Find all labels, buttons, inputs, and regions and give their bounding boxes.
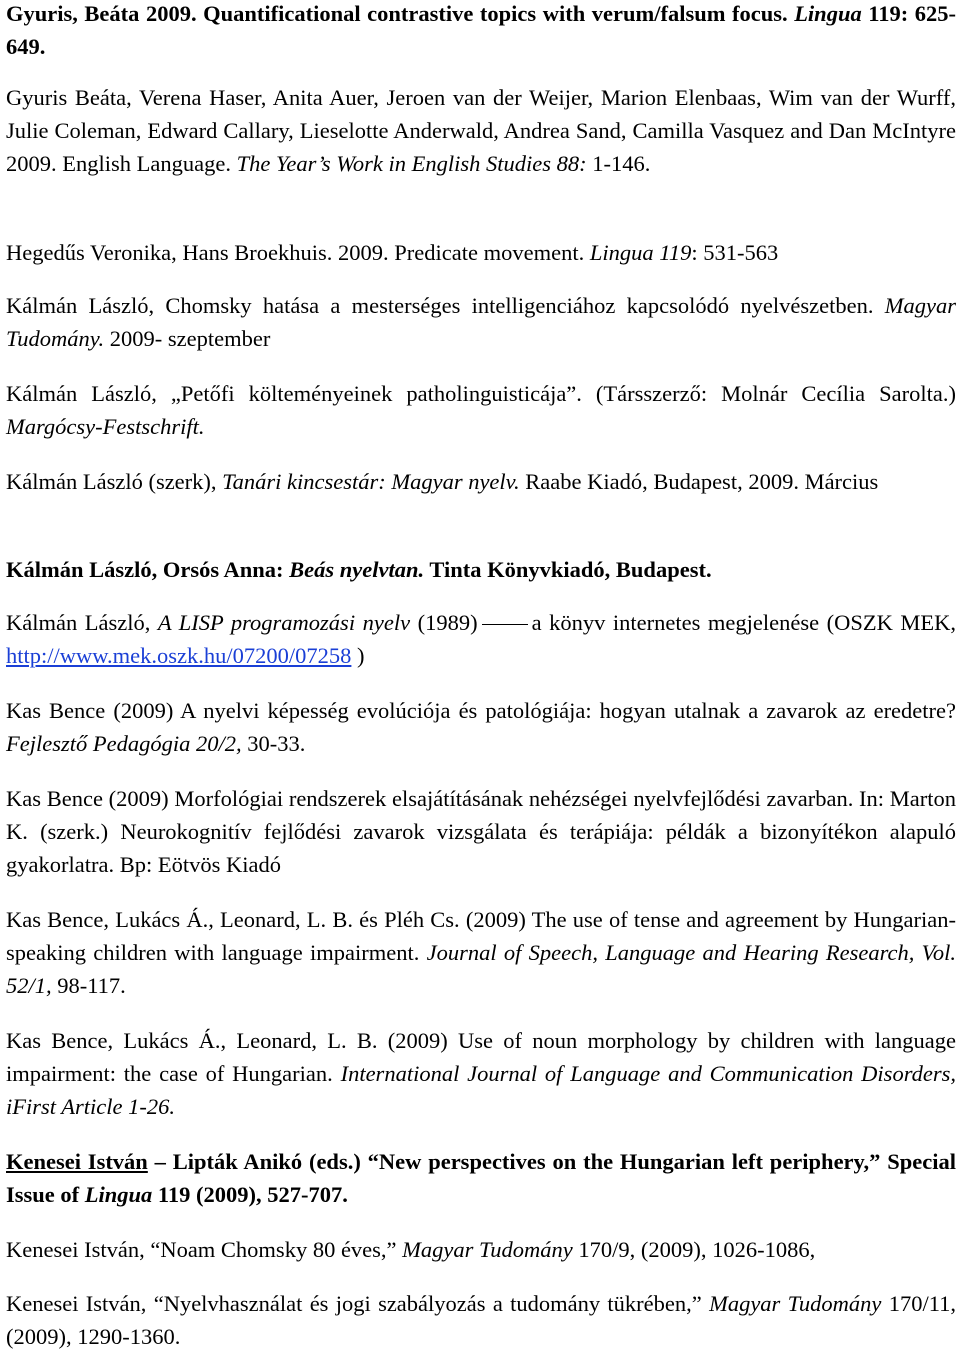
ref-pages: 170/9, (2009), 1026-1086, [578,1237,816,1262]
ref-journal: Lingua 119 [589,240,692,265]
reference-hegedus-2009 [6,236,956,269]
ref-text: Kas Bence (2009) A nyelvi képesség evolúciója és patológiája: hogyan utalnak a zavarok az eredetre? [6,698,956,723]
ref-journal: Journal of Speech, Language and Hearing Research, Vol. 52/1, [6,940,957,998]
reference-kas-lukacs-leonard [6,1024,956,1123]
reference-kas-2009b [6,782,956,881]
ref-close: ) [357,643,365,668]
reference-kalman-orsos [6,553,956,586]
ref-authors: Kálmán László, [6,610,151,635]
reference-kenesei-nyelvhasznalat [6,1287,956,1353]
reference-kenesei-chomsky80 [6,1233,956,1266]
ref-text: Kálmán László, „Petőfi költeményeinek patholinguisticája”. (Társszerző: Molnár Cecília Sarolta.) [6,381,956,406]
ref-journal: Fejlesztő Pedagógia 20/2, [6,731,242,756]
ref-title: Quantificational contrastive topics with verum/falsum focus. [203,1,788,26]
em-dash [482,624,528,625]
reference-kalman-chomsky [6,289,956,355]
reference-gyuris-2009 [6,0,956,63]
ref-year: (1989) [417,610,478,635]
ref-pages: 98-117. [57,973,126,998]
ref-journal: Lingua [794,1,862,26]
reference-kas-lukacs-pleh [6,903,956,1002]
ref-text: Kas Bence, Lukács Á., Leonard, L. B. (2009) Use of noun morphology by children with language impairment: the case of Hungarian. [6,1028,956,1086]
ref-authors: Gyuris Beáta, Verena Haser, Anita Auer, Jeroen van der Weijer, Marion Elenbaas, Wim van der Wurff, Julie Coleman, Edward Callary, Lieselotte Anderwald, Andrea Sand, Camilla Vasquez and Dan McIntyre 2009. [6,85,956,176]
ref-authors: Kálmán László (szerk), [6,469,217,494]
ref-journal: The Year’s Work in English Studies 88: [236,151,587,176]
ref-text: Kas Bence, Lukács Á., Leonard, L. B. és Pléh Cs. (2009) The use of tense and agreement by Hungarian-speaking children with language impairment. [6,907,956,965]
ref-pages: 30-33. [247,731,306,756]
ref-text: Kenesei István, “Nyelvhasználat és jogi szabályozás a tudomány tükrében,” [6,1291,702,1316]
ref-date: 2009- szeptember [109,326,271,351]
ref-pages: 170/11, (2009), 1290-1360. [6,1291,956,1349]
ref-book: Margócsy-Festschrift. [6,414,205,439]
ref-title: A LISP programozási nyelv [157,610,411,635]
reference-kalman-lisp [6,606,956,672]
ref-volume-pages: 119: 625-649. [6,1,957,59]
ref-text: Kas Bence (2009) Morfológiai rendszerek elsajátításának nehézségei nyelvfejlődési zavarban. In: Marton K. (szerk.) Neurokognitív fejlődési zavarok vizsgálata és terápiája: példák a bizonyítékon alapuló gyakorlatra. Bp: Eötvös Kiadó [6,786,956,877]
ref-text-b: 119 (2009), 527-707. [157,1182,348,1207]
ref-rest: a könyv internetes megjelenése (OSZK MEK, [531,610,956,635]
ref-pages: 1-146. [592,151,651,176]
ref-journal: Magyar Tudomány [709,1291,882,1316]
reference-kas-2009a [6,694,956,760]
ref-journal: Lingua [84,1182,153,1207]
ref-publisher: Tinta Könyvkiadó, Budapest. [429,557,712,582]
ref-publisher: Raabe Kiadó, Budapest, 2009. Március [525,469,879,494]
ref-journal: Magyar Tudomány [402,1237,573,1262]
reference-gyuris-haser-2009 [6,81,956,180]
mek-link[interactable]: http://www.mek.oszk.hu/07200/07258 [6,643,352,668]
ref-pages: : 531-563 [691,240,779,265]
ref-title: Tanári kincsestár: Magyar nyelv. [222,469,520,494]
ref-journal: Magyar Tudomány. [6,293,956,351]
reference-kenesei-liptak [6,1145,956,1211]
ref-authors: Kálmán László, Orsós Anna: [6,557,284,582]
reference-kalman-tanari [6,465,956,498]
ref-text-a: – Lipták Anikó (eds.) “New perspectives on the Hungarian left periphery,” Special Issue of [6,1149,957,1207]
ref-title: English Language. [62,151,231,176]
ref-author: Gyuris, Beáta 2009. [6,1,197,26]
reference-kalman-petofi [6,377,956,443]
ref-title: Beás nyelvtan. [289,557,425,582]
ref-journal: International Journal of Language and Communication Disorders, iFirst Article 1-26. [6,1061,956,1119]
ref-authors: Hegedűs Veronika, Hans Broekhuis. 2009. Predicate movement. [6,240,585,265]
ref-text: Kenesei István, “Noam Chomsky 80 éves,” [6,1237,397,1262]
ref-text: Kálmán László, Chomsky hatása a mesterséges intelligenciához kapcsolódó nyelvészetben. [6,293,874,318]
ref-author-link[interactable]: Kenesei István [6,1149,148,1174]
